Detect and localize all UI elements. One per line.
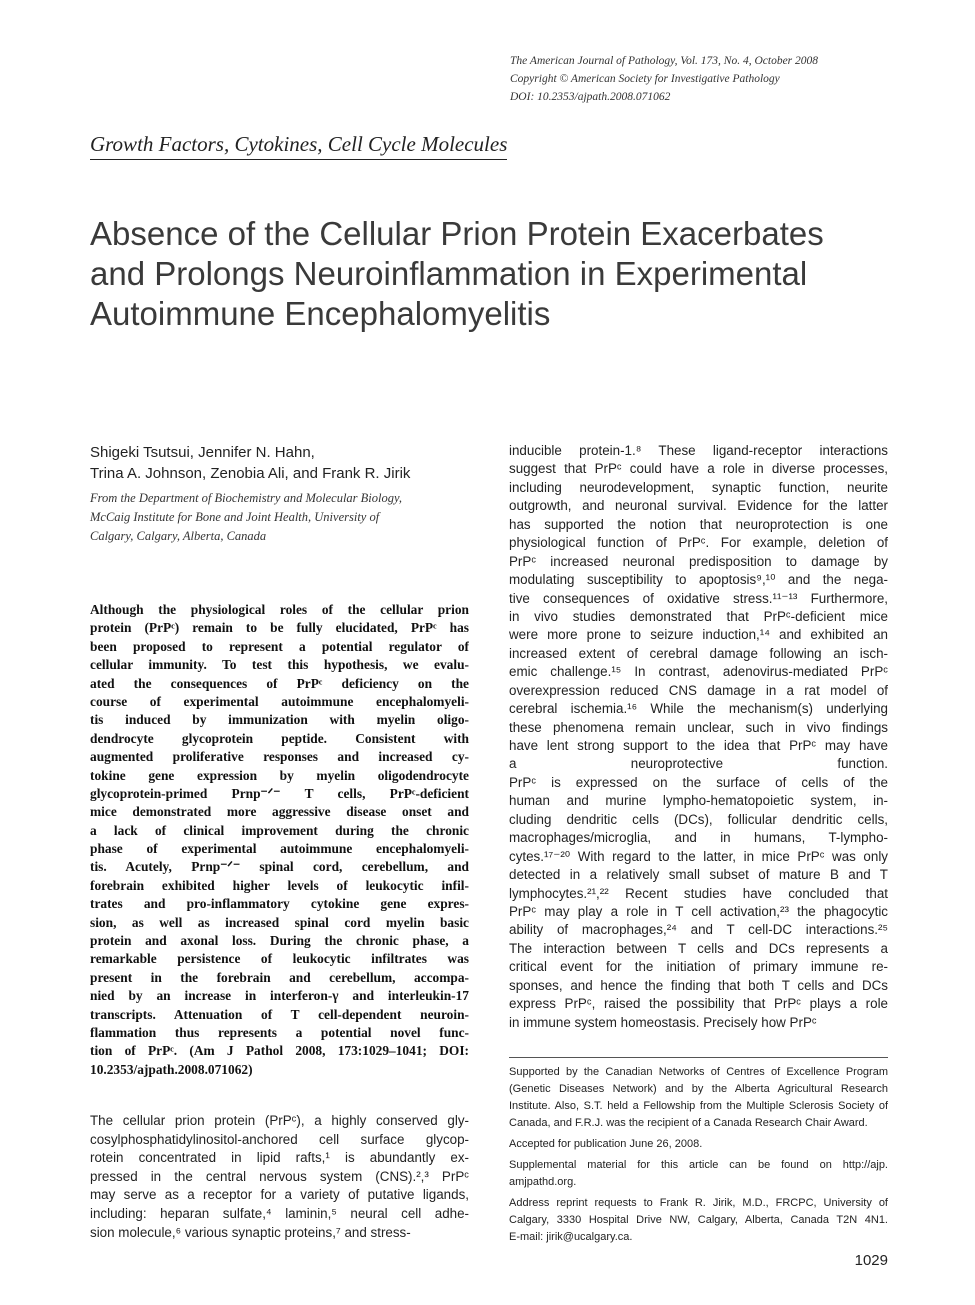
abstract-line: nied by an increase in interferon-γ and interleukin-17 [90,988,469,1004]
abstract-line: 10.2353/ajpath.2008.071062) [90,1061,253,1077]
body-line: human and murine lympho-hematopoietic system, in- [509,793,888,809]
title-line: Autoimmune Encephalomyelitis [90,295,551,332]
intro-line: sion molecule,⁶ various synaptic proteins,⁷ and stress- [90,1224,411,1240]
abstract-line: protein (PrPᶜ) remain to be fully elucidated, PrPᶜ has [90,620,469,636]
abstract-line: tion of PrPᶜ. (Am J Pathol 2008, 173:1029–1041; DOI: [90,1043,469,1059]
affiliation-line: From the Department of Biochemistry and Molecular Biology, [90,491,402,505]
abstract-line: augmented proliferative responses and increased cy- [90,749,469,765]
section-heading: Growth Factors, Cytokines, Cell Cycle Molecules [90,132,507,160]
reprint-footnote [509,1195,888,1246]
abstract-line: dendrocyte glycoprotein peptide. Consistent with [90,730,469,746]
footnote-line: Accepted for publication June 26, 2008. [509,1138,703,1150]
abstract-line: protein and axonal loss. During the chronic phase, a [90,933,469,949]
article-title [90,214,910,334]
intro-line: including: heparan sulfate,⁴ laminin,⁵ neural cell adhe- [90,1205,469,1221]
body-line: ability of macrophages,²⁴ and T cell-DC interactions.²⁵ [509,922,888,938]
author-line: Trina A. Johnson, Zenobia Ali, and Frank R. Jirik [90,465,411,482]
abstract-line: glycoprotein-primed Prnp⁻ᐟ⁻ T cells, PrPᶜ-deficient [90,785,469,801]
footnote-line: amjpathd.org. [509,1176,577,1188]
journal-header [510,52,930,106]
body-line: detected in a relatively small subset of mature B and T [509,867,888,883]
intro-line: pressed in the central nervous system (CNS).²,³ PrPᶜ [90,1168,469,1184]
body-line: physiological function of PrPᶜ. For example, deletion of [509,535,888,551]
body-line: macrophages/microglia, and in humans, T-lympho- [509,830,888,846]
body-line: emic challenge.¹⁵ In contrast, adenovirus-mediated PrPᶜ [509,664,888,680]
affiliation-line: Calgary, Calgary, Alberta, Canada [90,529,267,543]
abstract-line: present in the forebrain and cerebellum, accompa- [90,969,469,985]
intro-line: cosylphosphatidylinositol-anchored cell surface glycop- [90,1131,469,1147]
abstract-line: tis induced by immunization with myelin oligo- [90,712,469,728]
body-line: critical event for the initiation of primary immune re- [509,959,888,975]
footnote-divider [509,1057,888,1058]
body-line: in immune system homeostasis. Precisely how PrPᶜ [509,1014,817,1030]
body-line: increased extent of cerebral damage following an isch- [509,645,888,661]
affiliation [90,489,480,546]
abstract-line: tokine gene expression by myelin oligodendrocyte [90,767,469,783]
body-line: The interaction between T cells and DCs represents a [509,940,888,956]
introduction-text [90,1112,469,1242]
body-line: including neurodevelopment, synaptic function, neurite [509,479,888,495]
footnote-line: Supported by the Canadian Networks of Centres of Excellence Program [509,1066,888,1078]
body-line: sponses, and hence the finding that both T cells and DCs [509,977,888,993]
body-line: PrPᶜ may play a role in T cell activation,²³ the phagocytic [509,903,888,919]
title-line: and Prolongs Neuroinflammation in Experimental [90,255,808,292]
footnotes [509,1064,888,1250]
body-line: suggest that PrPᶜ could have a role in diverse processes, [509,461,888,477]
copyright-line: Copyright © American Society for Investigative Pathology [510,73,780,85]
body-line: cerebral ischemia.¹⁶ While the mechanism(s) underlying [509,701,888,717]
body-line: inducible protein-1.⁸ These ligand-receptor interactions [509,443,888,458]
body-line: cluding dendritic cells (DCs), follicular dendritic cells, [509,811,888,827]
abstract-line: flammation thus represents a potential novel func- [90,1024,469,1040]
footnote-line: Supplemental material for this article can be found on http://ajp. [509,1159,888,1171]
footnote-line: Address reprint requests to Frank R. Jirik, M.D., FRCPC, University of [509,1197,888,1209]
abstract-line: ated the consequences of PrPᶜ deficiency on the [90,675,469,691]
abstract-line: phase of experimental autoimmune encephalomyeli- [90,841,469,857]
title-line: Absence of the Cellular Prion Protein Exacerbates [90,215,824,252]
body-line: these phenomena remain unclear, such in vivo findings [509,719,888,735]
footnote-line: Canada, and F.R.J. was the recipient of a Canada Research Chair Award. [509,1117,868,1129]
abstract-line: been proposed to represent a potential regulator of [90,638,469,654]
body-line: has supported the notion that neuroprotection is one [509,516,888,532]
intro-line: rotein concentrated in lipid rafts,¹ is abundantly ex- [90,1150,469,1166]
page-number: 1029 [854,1252,888,1269]
abstract-line: tis. Acutely, Prnp⁻ᐟ⁻ spinal cord, cerebellum, and [90,859,469,875]
supplemental-footnote [509,1157,888,1191]
body-line: overexpression reduced CNS damage in a rat model of [509,682,888,698]
funding-footnote [509,1064,888,1132]
abstract-line: forebrain exhibited higher levels of leukocytic infil- [90,877,469,893]
body-line: modulating susceptibility to apoptosis⁹,¹⁰ and the nega- [509,572,888,588]
body-line: cytes.¹⁷⁻²⁰ With regard to the latter, in mice PrPᶜ was only [509,848,888,864]
abstract-line: course of experimental autoimmune encephalomyeli- [90,693,469,709]
intro-line: The cellular prion protein (PrPᶜ), a highly conserved gly- [90,1113,469,1128]
accepted-footnote [509,1136,888,1153]
right-column-text [509,442,888,1032]
body-line: outgrowth, and neuronal survival. Evidence for the latter [509,498,888,514]
footnote-line: (Genetic Diseases Network) and by the Alberta Agricultural Research [509,1083,888,1095]
body-line: express PrPᶜ, raised the possibility that PrPᶜ plays a role [509,996,888,1012]
author-line: Shigeki Tsutsui, Jennifer N. Hahn, [90,444,315,461]
intro-line: may serve as a receptor for a variety of putative ligands, [90,1187,469,1203]
body-line: tive consequences of oxidative stress.¹¹⁻¹³ Furthermore, [509,590,888,606]
abstract-line: sion, as well as increased spinal cord myelin basic [90,914,469,930]
doi-line: DOI: 10.2353/ajpath.2008.071062 [510,91,671,103]
abstract-line: transcripts. Attenuation of T cell-dependent neuroin- [90,1006,469,1022]
abstract [90,601,469,1079]
journal-citation: The American Journal of Pathology, Vol. 173, No. 4, October 2008 [510,55,819,67]
footnote-line: E-mail: jirik@ucalgary.ca. [509,1231,633,1243]
body-line: have lent strong support to the idea that PrPᶜ may have [509,738,888,753]
abstract-line: a lack of clinical improvement during the chronic [90,822,469,838]
body-line: in vivo studies demonstrated that PrPᶜ-deficient mice [509,608,888,624]
abstract-line: trates and pro-inflammatory cytokine gene expres- [90,896,469,912]
abstract-line: cellular immunity. To test this hypothesis, we evalu- [90,657,469,673]
body-line: were more prone to seizure induction,¹⁴ and exhibited an [509,627,888,643]
abstract-line: mice demonstrated more aggressive disease onset and [90,804,469,820]
abstract-line: remarkable persistence of leukocytic infiltrates was [90,951,469,967]
footnote-line: Calgary, 3330 Hospital Drive NW, Calgary, Alberta, Canada T2N 4N1. [509,1214,888,1226]
footnote-line: Institute. Also, S.T. held a Fellowship from the Multiple Sclerosis Society of [509,1100,888,1112]
body-line: PrPᶜ increased neuronal predisposition to damage by [509,553,888,569]
body-line: PrPᶜ is expressed on the surface of cells of the [509,774,888,790]
author-list [90,442,490,484]
body-line: lymphocytes.²¹,²² Recent studies have concluded that [509,885,888,901]
body-line: a neuroprotective function. [509,756,888,772]
affiliation-line: McCaig Institute for Bone and Joint Health, University of [90,510,380,524]
abstract-line: Although the physiological roles of the cellular prion [90,602,469,617]
